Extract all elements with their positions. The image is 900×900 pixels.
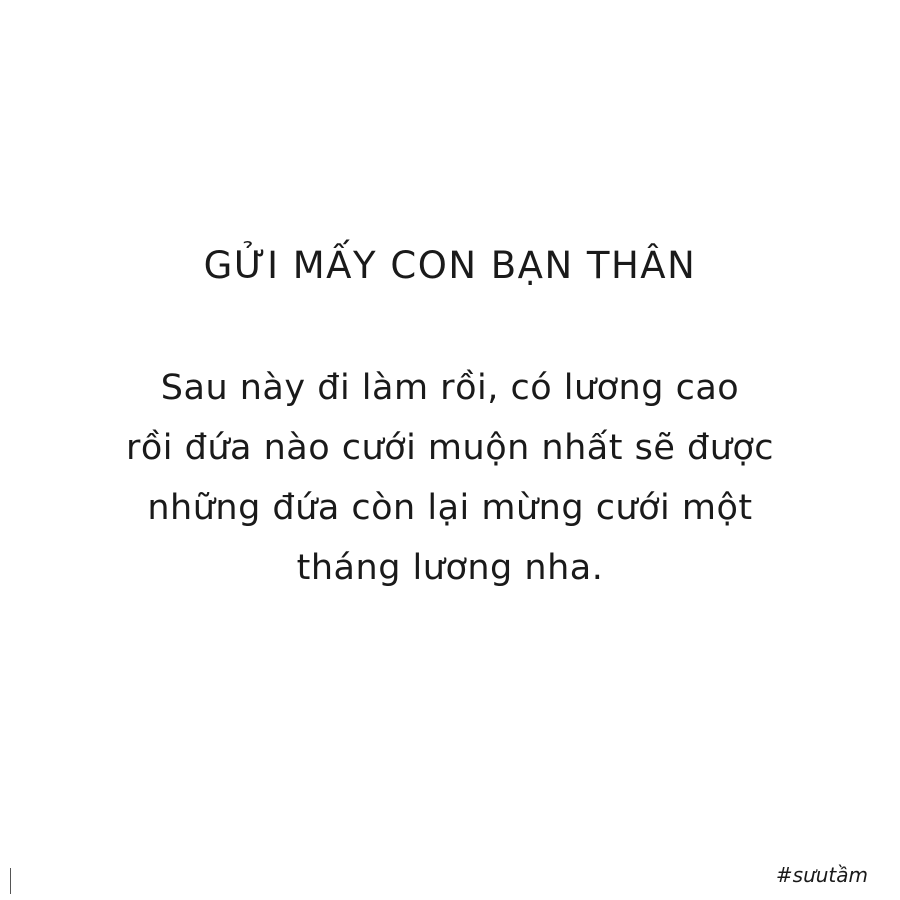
post-body <box>0 358 900 598</box>
post-title: GỬI MẤY CON BẠN THÂN <box>203 244 697 287</box>
edge-divider <box>10 868 11 894</box>
body-line: những đứa còn lại mừng cưới một <box>147 488 753 528</box>
body-line: rồi đứa nào cưới muộn nhất sẽ được <box>125 428 775 468</box>
hashtag-label: #sưutầm <box>775 863 868 887</box>
body-line: tháng lương nha. <box>296 548 604 588</box>
body-line: Sau này đi làm rồi, có lương cao <box>160 368 740 408</box>
